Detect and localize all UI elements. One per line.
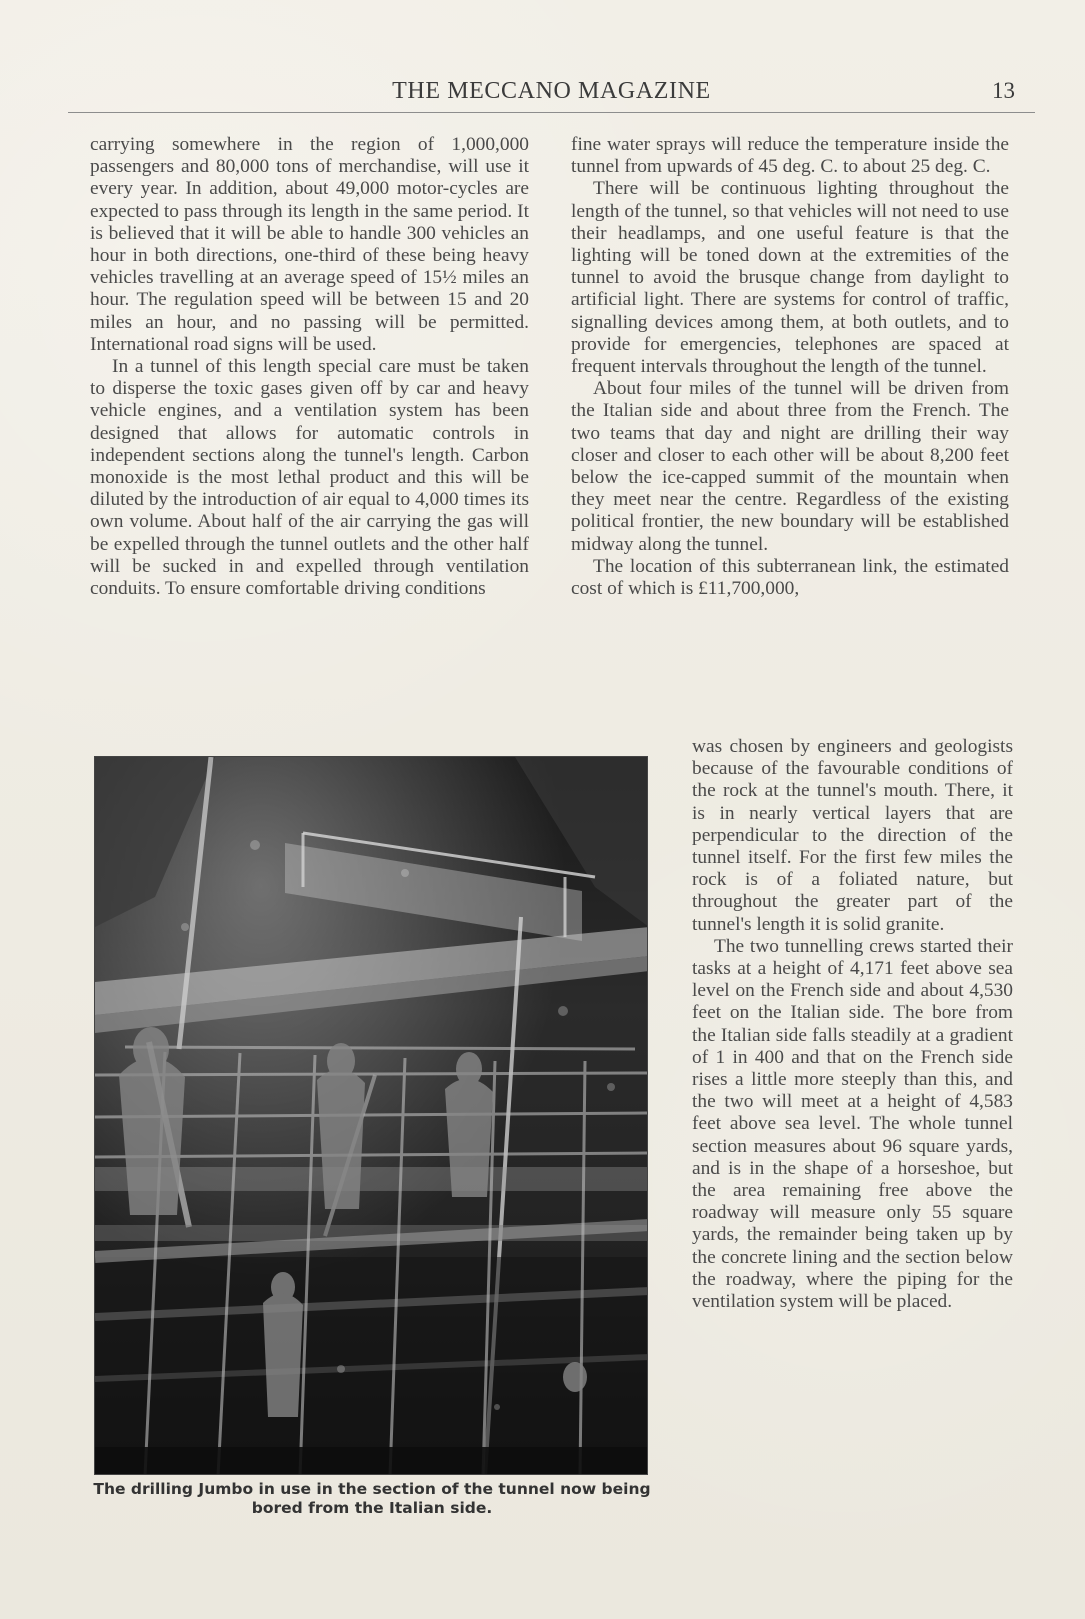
right-bottom-paragraph-1: was chosen by engineers and geologists because of the favourable conditions of the rock at the tunnel's mouth. There, it is in nearly vertical layers that are perpendicular to the direction of the tunnel itself. For the first few miles the rock is of a foliated nature, but throughout the greater part of the tunnel's length it is solid granite. — [692, 736, 1013, 935]
left-paragraph-1: carrying somewhere in the region of 1,000,000 passengers and 80,000 tons of merchandise, will use it every year. In addition, about 49,000 motor-cycles are expected to pass through its length in the same period. It is believed that it will be able to handle 300 vehicles an hour in both directions, one-third of these being heavy vehicles travelling at an average speed of 15½ miles an hour. The regulation speed will be between 15 and 20 miles an hour, and no passing will be permitted. International road signs will be used. — [90, 134, 529, 355]
left-column — [90, 134, 529, 600]
right-paragraph-4: The location of this subterranean link, the estimated cost of which is £11,700,000, — [571, 555, 1009, 600]
left-paragraph-2: In a tunnel of this length special care must be taken to disperse the toxic gases given off by car and heavy vehicle engines, and a ventilation system has been designed that allows for automatic controls in independent sections along the tunnel's length. Carbon monoxide is the most lethal product and this will be diluted by the introduction of air equal to 4,000 times its own volume. About half of the air carrying the gas will be expelled through the tunnel outlets and the other half will be sucked in and expelled through ventilation conduits. To ensure comfortable driving conditions — [90, 356, 529, 600]
page-header — [68, 78, 1035, 113]
tunnel-drilling-photo-icon — [95, 757, 648, 1475]
right-paragraph-2: There will be continuous lighting throughout the length of the tunnel, so that vehicles will not need to use their headlamps, and one useful feature is that the lighting will be toned down at the extremities of the tunnel to avoid the brusque change from daylight to artificial light. There are systems for control of traffic, signalling devices among them, at both outlets, and to provide for emergencies, telephones are spaced at frequent intervals throughout the length of the tunnel. — [571, 178, 1009, 378]
right-column-bottom — [692, 736, 1013, 1313]
figure-caption — [92, 1480, 652, 1518]
right-bottom-paragraph-2: The two tunnelling crews started their tasks at a height of 4,171 feet above sea level on the French side and about 4,530 feet on the Italian side. The bore from the Italian side falls steadily at a gradient of 1 in 400 and that on the French side rises a little more steeply than this, and the two will meet at a height of 4,583 feet above sea level. The whole tunnel section measures about 96 square yards, and is in the shape of a horseshoe, but the area remaining free above the roadway will measure only 55 square yards, the remainder being taken up by the concrete lining and the section below the roadway, where the piping for the ventilation system will be placed. — [692, 935, 1013, 1313]
page-number: 13 — [992, 78, 1015, 103]
right-paragraph-1: fine water sprays will reduce the temperature inside the tunnel from upwards of 45 deg. C. to about 25 deg. C. — [571, 134, 1009, 178]
figure-caption-line-2: bored from the Italian side. — [251, 1499, 493, 1517]
right-column-top — [571, 134, 1009, 600]
right-paragraph-3: About four miles of the tunnel will be driven from the Italian side and about three from the French. The two teams that day and night are drilling their way closer and closer to each other will be about 8,200 feet below the ice-capped summit of the mountain when they meet near the centre. Regardless of the existing political frontier, the new boundary will be established midway along the tunnel. — [571, 378, 1009, 555]
tunnel-drilling-photo — [94, 756, 648, 1475]
figure-caption-line-1: The drilling Jumbo in use in the section of the tunnel now being — [93, 1480, 651, 1498]
magazine-title: THE MECCANO MAGAZINE — [392, 78, 711, 104]
